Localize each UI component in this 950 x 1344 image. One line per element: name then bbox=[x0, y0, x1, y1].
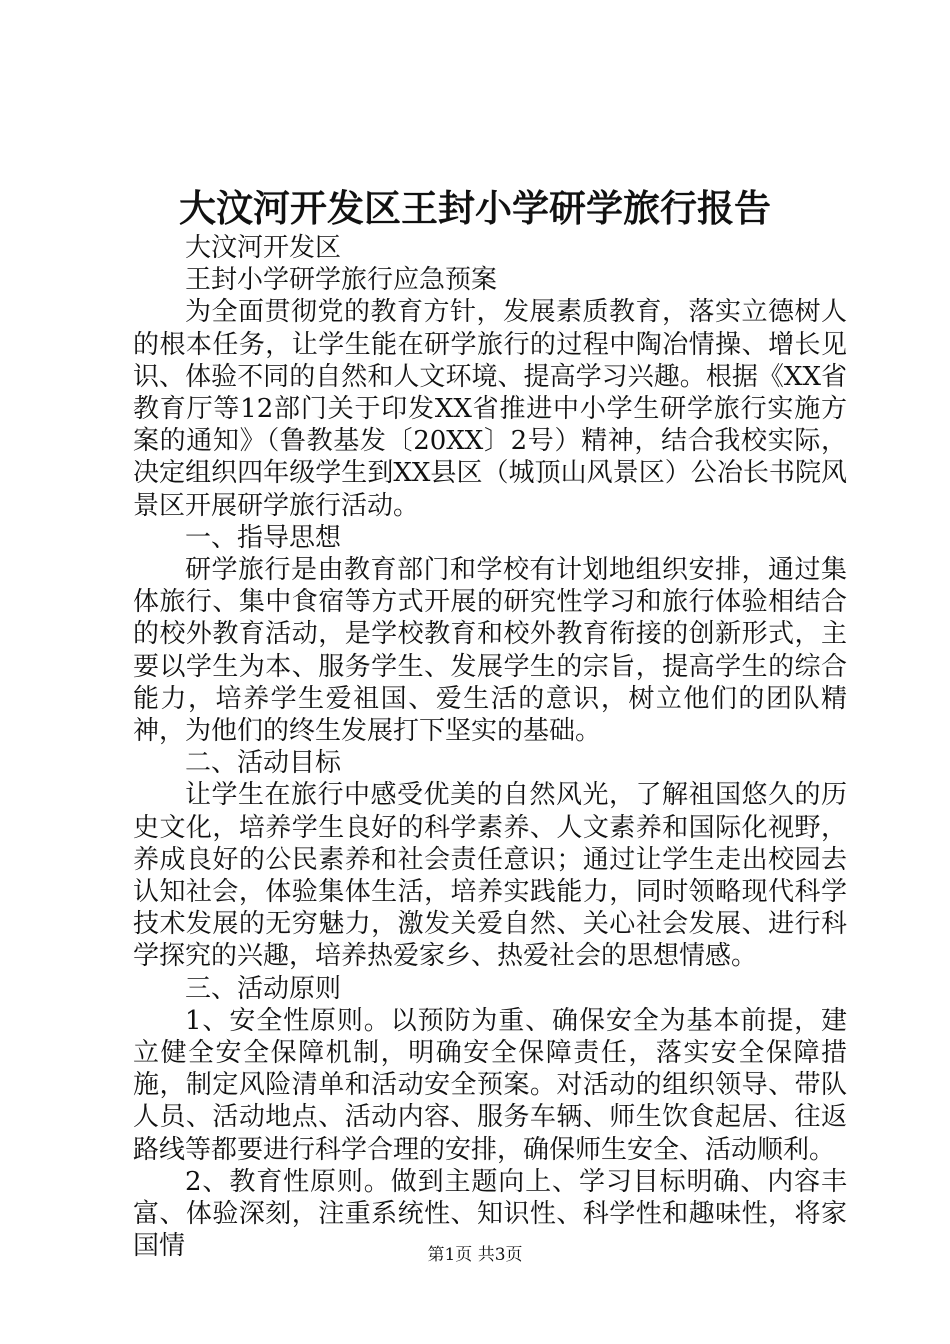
section-heading-activity-goals: 二、活动目标 bbox=[185, 748, 342, 779]
section-heading-guiding-ideology: 一、指导思想 bbox=[185, 522, 342, 553]
document-body bbox=[133, 232, 847, 1263]
paragraph-intro: 为全面贯彻党的教育方针，发展素质教育，落实立德树人的根本任务，让学生能在研学旅行的过程中陶冶情操、增长见识、体验不同的自然和人文环境、提高学习兴趣。根据《XX省教育厅等12部门关于印发XX省推进中小学生研学旅行实施方案的通知》（鲁教基发〔20XX〕2号）精神，结合我校实际，决定组织四年级学生到XX县区（城顶山风景区）公冶长书院风景区开展研学旅行活动。 bbox=[133, 297, 847, 521]
paragraph-plan-title: 王封小学研学旅行应急预案 bbox=[185, 265, 498, 296]
page-title: 大汶河开发区王封小学研学旅行报告 bbox=[179, 186, 771, 230]
page-footer: 第1页 共3页 bbox=[427, 1245, 523, 1265]
section-heading-activity-principles: 三、活动原则 bbox=[185, 973, 342, 1004]
paragraph-activity-goals: 让学生在旅行中感受优美的自然风光，了解祖国悠久的历史文化，培养学生良好的科学素养、人文素养和国际化视野，养成良好的公民素养和社会责任意识；通过让学生走出校园去认知社会，体验集体生活，培养实践能力，同时领略现代科学技术发展的无穷魅力，激发关爱自然、关心社会发展、进行科学探究的兴趣，培养热爱家乡、热爱社会的思想情感。 bbox=[133, 780, 847, 972]
paragraph-district: 大汶河开发区 bbox=[185, 233, 342, 263]
paragraph-education-principle: 2、教育性原则。做到主题向上、学习目标明确、内容丰富、体验深刻，注重系统性、知识性、科学性和趣味性，将家国情 bbox=[133, 1166, 847, 1262]
paragraph-safety-principle: 1、安全性原则。以预防为重、确保安全为基本前提，建立健全安全保障机制，明确安全保障责任，落实安全保障措施，制定风险清单和活动安全预案。对活动的组织领导、带队人员、活动地点、活动内容、服务车辆、师生饮食起居、往返路线等都要进行科学合理的安排，确保师生安全、活动顺利。 bbox=[133, 1005, 847, 1165]
paragraph-guiding-ideology: 研学旅行是由教育部门和学校有计划地组织安排，通过集体旅行、集中食宿等方式开展的研究性学习和旅行体验相结合的校外教育活动，是学校教育和校外教育衔接的创新形式，主要以学生为本、服务学生、发展学生的宗旨，提高学生的综合能力，培养学生爱祖国、爱生活的意识，树立他们的团队精神，为他们的终生发展打下坚实的基础。 bbox=[133, 555, 847, 747]
